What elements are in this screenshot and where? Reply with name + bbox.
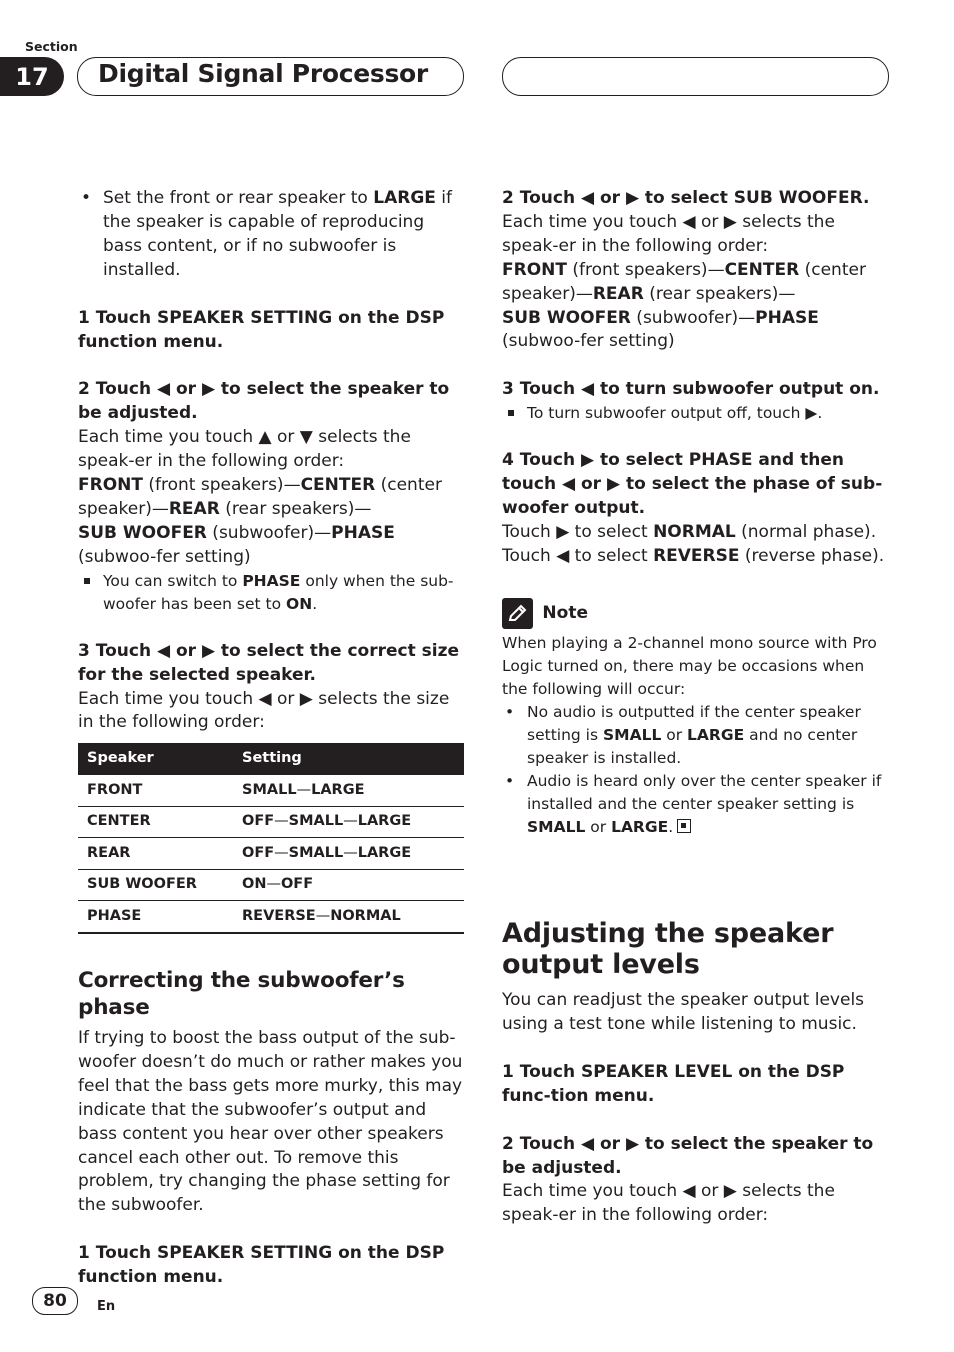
lv-step-2-body: Each time you touch ◀ or ▶ selects the speak-er in the following order: (502, 1181, 835, 1226)
table-header-row (78, 743, 464, 775)
speaker-setting-table (78, 743, 464, 934)
r-step-3-heading: 3 Touch ◀ to turn subwoofer output on. (502, 379, 880, 400)
table-row: FRONT SMALL—LARGE (78, 775, 464, 806)
end-mark-icon (677, 819, 691, 833)
step-2-heading: 2 Touch ◀ or ▶ to select the speaker to be adjusted. (78, 379, 450, 424)
step-1b-heading: 1 Touch SPEAKER SETTING on the DSP function menu. (78, 1243, 445, 1288)
r-speaker-order: FRONT (front speakers)—CENTER (center speaker)—REAR (rear speakers)— SUB WOOFER (subwoofer)—PHASE (subwoo-fer setting) (502, 259, 866, 352)
r-step-2-heading: 2 Touch ◀ or ▶ to select SUB WOOFER. (502, 188, 870, 208)
page-number: 80 (32, 1287, 78, 1315)
subheading-subwoofer-phase: Correcting the subwoofer’s phase (78, 968, 405, 1020)
note-header (502, 598, 888, 630)
table-row: REAR OFF—SMALL—LARGE (78, 838, 464, 870)
r-step-4-heading: 4 Touch ▶ to select PHASE and then touch ◀ or ▶ to select the phase of sub-woofer output. (502, 450, 883, 519)
right-column (502, 187, 888, 839)
levels-body: You can readjust the speaker output levels using a test tone while listening to music. (502, 990, 865, 1034)
header-empty-frame (502, 57, 889, 96)
note-body: When playing a 2-channel mono source with Pro Logic turned on, there may be occasions when the following will occur: (502, 634, 877, 699)
section-number-badge: 17 (0, 57, 64, 96)
table-row: CENTER OFF—SMALL—LARGE (78, 806, 464, 838)
note-title: Note (542, 603, 588, 624)
note-bullet-1: • No audio is outputted if the center speaker setting is SMALL or LARGE and no center speaker is installed. (502, 701, 888, 770)
phase-body: If trying to boost the bass output of the sub-woofer doesn’t do much or rather makes you feel that the bass gets more murky, this may indicate that the subwoofer’s output and bass content you hear over other speakers cancel each other out. To remove this problem, try changing the phase setting for the subwoofer. (78, 1028, 463, 1216)
r-step-2-body: Each time you touch ◀ or ▶ selects the speak-er in the following order: (502, 211, 835, 256)
section-label: Section (25, 39, 78, 54)
r-step-4-reverse: Touch ◀ to select REVERSE (reverse phase). (502, 545, 885, 566)
left-column (78, 187, 464, 934)
lv-step-2-heading: 2 Touch ◀ or ▶ to select the speaker to be adjusted. (502, 1133, 874, 1178)
note-bullet-2: • Audio is heard only over the center speaker if installed and the center speaker setting is SMALL or LARGE. (502, 770, 888, 839)
phase-note: You can switch to PHASE only when the sub-woofer has been set to ON. (78, 570, 464, 616)
table-row: SUB WOOFER ON—OFF (78, 869, 464, 901)
r-step-4-normal: Touch ▶ to select NORMAL (normal phase). (502, 521, 877, 542)
note-pencil-icon (502, 598, 533, 629)
heading-speaker-output-levels: Adjusting the speaker output levels (502, 918, 834, 980)
table-header-speaker: Speaker (78, 743, 233, 775)
lv-step-1-heading: 1 Touch SPEAKER LEVEL on the DSP func-tion menu. (502, 1061, 845, 1106)
table-row: PHASE REVERSE—NORMAL (78, 901, 464, 933)
step-3-body: Each time you touch ◀ or ▶ selects the size in the following order: (78, 688, 450, 733)
step-3-heading: 3 Touch ◀ or ▶ to select the correct size for the selected speaker. (78, 640, 460, 685)
bullet-large-speaker: • Set the front or rear speaker to LARGE if the speaker is capable of reproducing bass content, or if no subwoofer is installed. (78, 187, 464, 283)
left-column-lower (78, 967, 464, 1290)
step-2-body: Each time you touch ▲ or ▼ selects the speak-er in the following order: (78, 427, 411, 472)
right-column-lower (502, 918, 888, 1228)
table-header-setting: Setting (233, 743, 464, 775)
step-1-heading: 1 Touch SPEAKER SETTING on the DSP function menu. (78, 307, 445, 352)
speaker-order: FRONT (front speakers)—CENTER (center speaker)—REAR (rear speakers)— SUB WOOFER (subwoofer)—PHASE (subwoo-fer setting) (78, 475, 442, 567)
page-title: Digital Signal Processor (98, 59, 428, 88)
r-step-3-note: To turn subwoofer output off, touch ▶. (502, 402, 888, 425)
language-label: En (97, 1299, 116, 1314)
